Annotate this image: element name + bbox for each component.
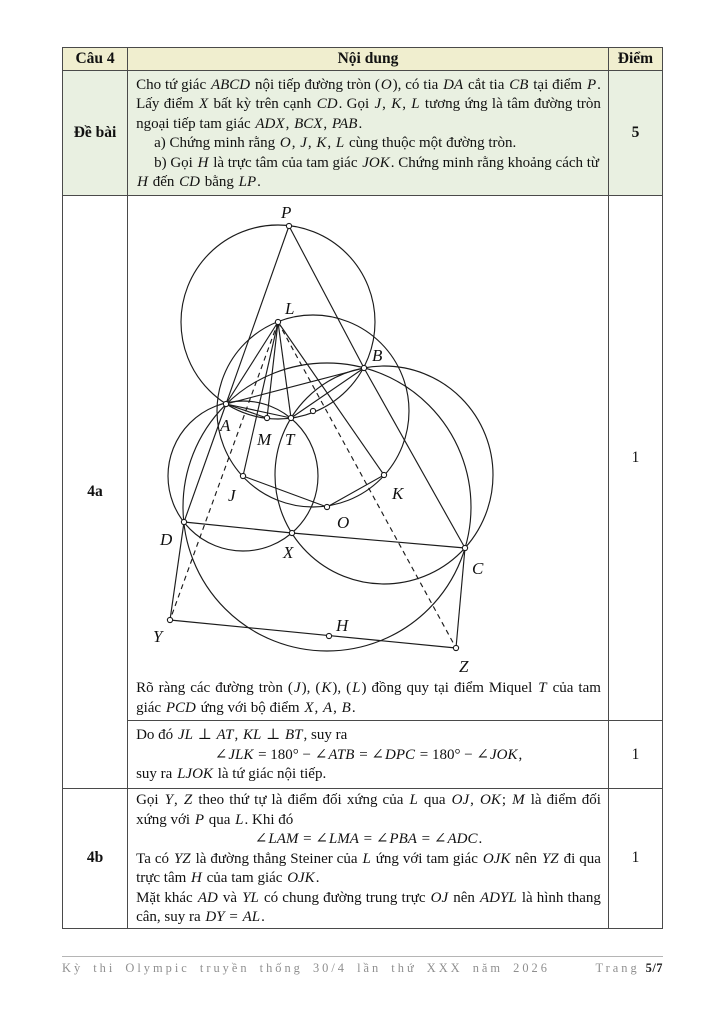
point-label-X: X [282, 542, 294, 562]
point-marker [462, 545, 467, 550]
4b-paragraph-2: Ta có YZ là đường thẳng Steiner của L ứng với tam giác OJK nên YZ đi qua trực tâm H của tam giác OJK. [136, 850, 601, 886]
header-diem: Điểm [608, 48, 662, 71]
figure-segment [289, 226, 364, 368]
point-label-J: J [227, 485, 236, 505]
point-marker [453, 645, 458, 650]
point-label-B: B [371, 345, 383, 365]
point-marker [223, 401, 228, 406]
figure-segment [456, 548, 465, 648]
point-marker [324, 504, 329, 509]
solution-table [62, 47, 663, 929]
problem-paragraph-1: Cho tứ giác ABCD nội tiếp đường tròn (O), có tia DA cắt tia CB tại điểm P. Lấy điểm X bất kỳ trên cạnh CD. Gọi J, K, L tương ứng là tâm đường tròn ngoại tiếp tam giác ADX, BCX, PAB. [136, 76, 601, 132]
figure-cell [128, 196, 609, 721]
footer-page-number: 5/7 [645, 961, 663, 975]
problem-statement [128, 71, 609, 196]
figure-segment [292, 533, 465, 548]
solution-4a-row [63, 196, 663, 721]
problem-score: 5 [608, 71, 662, 196]
point-label-T: T [284, 429, 295, 449]
problem-part-a: a) Chứng minh rằng O, J, K, L cùng thuộc một đường tròn. [154, 135, 517, 151]
footer-exam-title: Kỳ thi Olympic truyền thống 30/4 lần thứ XXX năm 2026 [62, 961, 550, 975]
point-label-H: H [335, 615, 349, 635]
point-marker [286, 223, 291, 228]
point-label-P: P [280, 202, 292, 222]
geometry-figure [129, 198, 607, 676]
figure-caption: Rõ ràng các đường tròn (J), (K), (L) đồng quy tại điểm Miquel T của tam giác PCD ứng với bộ điểm X, A, B. [136, 679, 601, 716]
point-label-C: C [471, 558, 484, 578]
4b-equation: ∠LAM = ∠LMA = ∠PBA = ∠ADC. [254, 831, 483, 847]
problem-part-b: b) Gọi H là trực tâm của tam giác JOK. Chứng minh rằng khoảng cách từ H đến CD bằng LP. [137, 154, 600, 190]
header-noidung: Nội dung [128, 48, 609, 71]
solution-mid-row [63, 721, 663, 789]
score-4a: 1 [608, 196, 662, 721]
4b-paragraph-1: Gọi Y, Z theo thứ tự là điểm đối xứng của L qua OJ, OK; M là điểm đối xứng với P qua L. Khi đó [136, 792, 601, 828]
problem-row [63, 71, 663, 196]
point-marker [361, 365, 366, 370]
point-marker [264, 415, 269, 420]
point-marker [167, 617, 172, 622]
figure-segment [170, 620, 456, 648]
point-marker [288, 415, 293, 420]
point-marker [381, 472, 386, 477]
point-label-M: M [256, 429, 272, 449]
score-4b: 1 [608, 789, 662, 929]
label-4b: 4b [63, 789, 128, 929]
mid-line-3: suy ra LJOK là tứ giác nội tiếp. [136, 766, 327, 783]
score-mid: 1 [608, 721, 662, 789]
table-header-row [63, 48, 663, 71]
mid-equation: ∠JLK = 180° − ∠ATB = ∠DPC = 180° − ∠JOK, [214, 746, 523, 763]
header-cau: Câu 4 [63, 48, 128, 71]
point-label-Y: Y [152, 626, 163, 646]
point-marker [275, 319, 280, 324]
point-label-Z: Z [458, 656, 469, 676]
proof-4b-cell [128, 789, 609, 929]
page-footer [62, 956, 663, 976]
point-label-A: A [219, 415, 231, 435]
point-marker [289, 530, 294, 535]
footer-page-info [596, 961, 664, 976]
figure-segment [184, 522, 292, 533]
4b-paragraph-3: Mặt khác AD và YL có chung đường trung trực OJ nên ADYL là hình thang cân, suy ra DY = AL. [136, 889, 601, 925]
figure-segment [327, 475, 384, 507]
point-marker [181, 519, 186, 524]
figure-segment [278, 322, 384, 475]
figure-segment [226, 368, 364, 404]
point-marker [240, 473, 245, 478]
problem-label: Đề bài [63, 71, 128, 196]
figure-segment [243, 322, 278, 476]
figure-segment [278, 322, 291, 418]
mid-proof-cell [128, 721, 609, 789]
point-label-D: D [159, 529, 173, 549]
figure-wrapper [128, 198, 608, 676]
point-label-K: K [391, 483, 404, 503]
point-marker [326, 633, 331, 638]
point-marker [310, 408, 315, 413]
figure-segment [364, 368, 465, 548]
footer-trang-label: Trang [595, 961, 640, 975]
mid-line-1: Do đó JL ⊥ AT, KL ⊥ BT, suy ra [136, 727, 348, 744]
point-label-L: L [284, 298, 295, 318]
point-label-O: O [336, 512, 350, 532]
label-4a: 4a [63, 196, 128, 789]
solution-4b-row [63, 789, 663, 929]
figure-segment [170, 322, 278, 620]
